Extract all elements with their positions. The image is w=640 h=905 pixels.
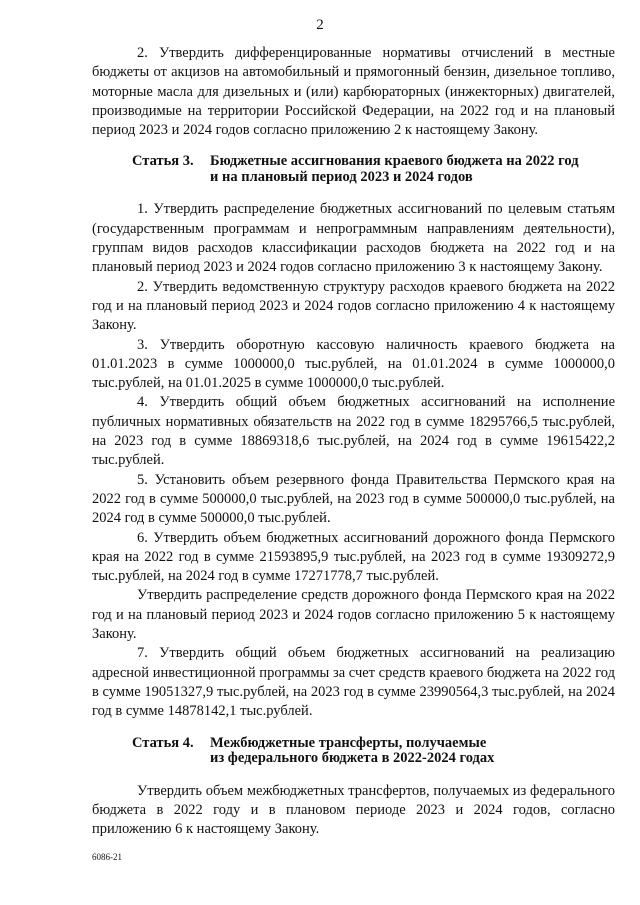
paragraph-article3-item7: 7. Утвердить общий объем бюджетных ассигнований на реализацию адресной инвестиционной программы за счет средств краевого бюджета на 2022 год в сумме 19051327,9 тыс.рублей, на 2023 год в сумме 23990564,3 тыс.рублей, на 2024 год в сумме 14878142,1 тыс.рублей. <box>92 645 615 720</box>
article-4-title-line1: Межбюджетные трансферты, получаемые <box>210 734 487 751</box>
paragraph-article3-item3: 3. Утвердить оборотную кассовую наличность краевого бюджета на 01.01.2023 в сумме 1000000,0 тыс.рублей, на 01.01.2024 в сумме 1000000,0 тыс.рублей, на 01.01.2025 в сумме 1000000,0 тыс.рублей. <box>92 336 615 392</box>
paragraph-article4-item1: Утвердить объем межбюджетных трансфертов, получаемых из федерального бюджета в 2022 году и в плановом периоде 2023 и 2024 годов, согласно приложению 6 к настоящему Закону. <box>92 782 615 838</box>
paragraph-article3-item6-road-fund: Утвердить распределение средств дорожного фонда Пермского края на 2022 год и на плановый период 2023 и 2024 годов согласно приложению 5 к настоящему Закону. <box>92 587 615 643</box>
paragraph-article3-item1: 1. Утвердить распределение бюджетных ассигнований по целевым статьям (государственным программам и непрограммным направлениям деятельности), группам видов расходов классификации расходов бюджета на 2022 год и на плановый период 2023 и 2024 годов согласно приложению 3 к настоящему Закону. <box>92 201 615 276</box>
paragraph-article3-item6: 6. Утвердить объем бюджетных ассигнований дорожного фонда Пермского края на 2022 год в сумме 21593895,9 тыс.рублей, на 2023 год в сумме 19309272,9 тыс.рублей, на 2024 год в сумме 17271778,7 тыс.рублей. <box>92 529 615 585</box>
paragraph-article2-item2: 2. Утвердить дифференцированные нормативы отчислений в местные бюджеты от акцизов на автомобильный и прямогонный бензин, дизельное топливо, моторные масла для дизельных и (или) карбюраторных (инжекторных) двигателей, производимые на территории Российской Федерации, на 2022 год и на плановый период 2023 и 2024 годов согласно приложению 2 к настоящему Закону. <box>92 45 615 139</box>
article-4-number: Статья 4. <box>132 734 194 751</box>
page-number: 2 <box>316 17 324 33</box>
document-body <box>92 44 615 839</box>
paragraph-article3-item4: 4. Утвердить общий объем бюджетных ассигнований на исполнение публичных нормативных обязательств на 2022 год в сумме 18295766,5 тыс.рублей, на 2023 год в сумме 18869318,6 тыс.рублей, на 2024 год в сумме 19615422,2 тыс.рублей. <box>92 394 615 469</box>
document-code: 6086-21 <box>92 852 122 862</box>
article-3-heading <box>92 154 615 185</box>
article-4-title-line2: из федерального бюджета в 2022-2024 годах <box>210 750 495 766</box>
paragraph-article3-item2: 2. Утвердить ведомственную структуру расходов краевого бюджета на 2022 год и на плановый период 2023 и 2024 годов согласно приложению 4 к настоящему Закону. <box>92 278 615 334</box>
article-4-heading <box>92 736 615 767</box>
article-3-title-line2: и на плановый период 2023 и 2024 годов <box>210 168 473 185</box>
article-3-number: Статья 3. <box>132 153 194 170</box>
article-3-title-line1: Бюджетные ассигнования краевого бюджета на 2022 год <box>210 153 579 170</box>
paragraph-article3-item5: 5. Установить объем резервного фонда Правительства Пермского края на 2022 год в сумме 500000,0 тыс.рублей, на 2023 год в сумме 500000,0 тыс.рублей, на 2024 год в сумме 500000,0 тыс.рублей. <box>92 471 615 527</box>
